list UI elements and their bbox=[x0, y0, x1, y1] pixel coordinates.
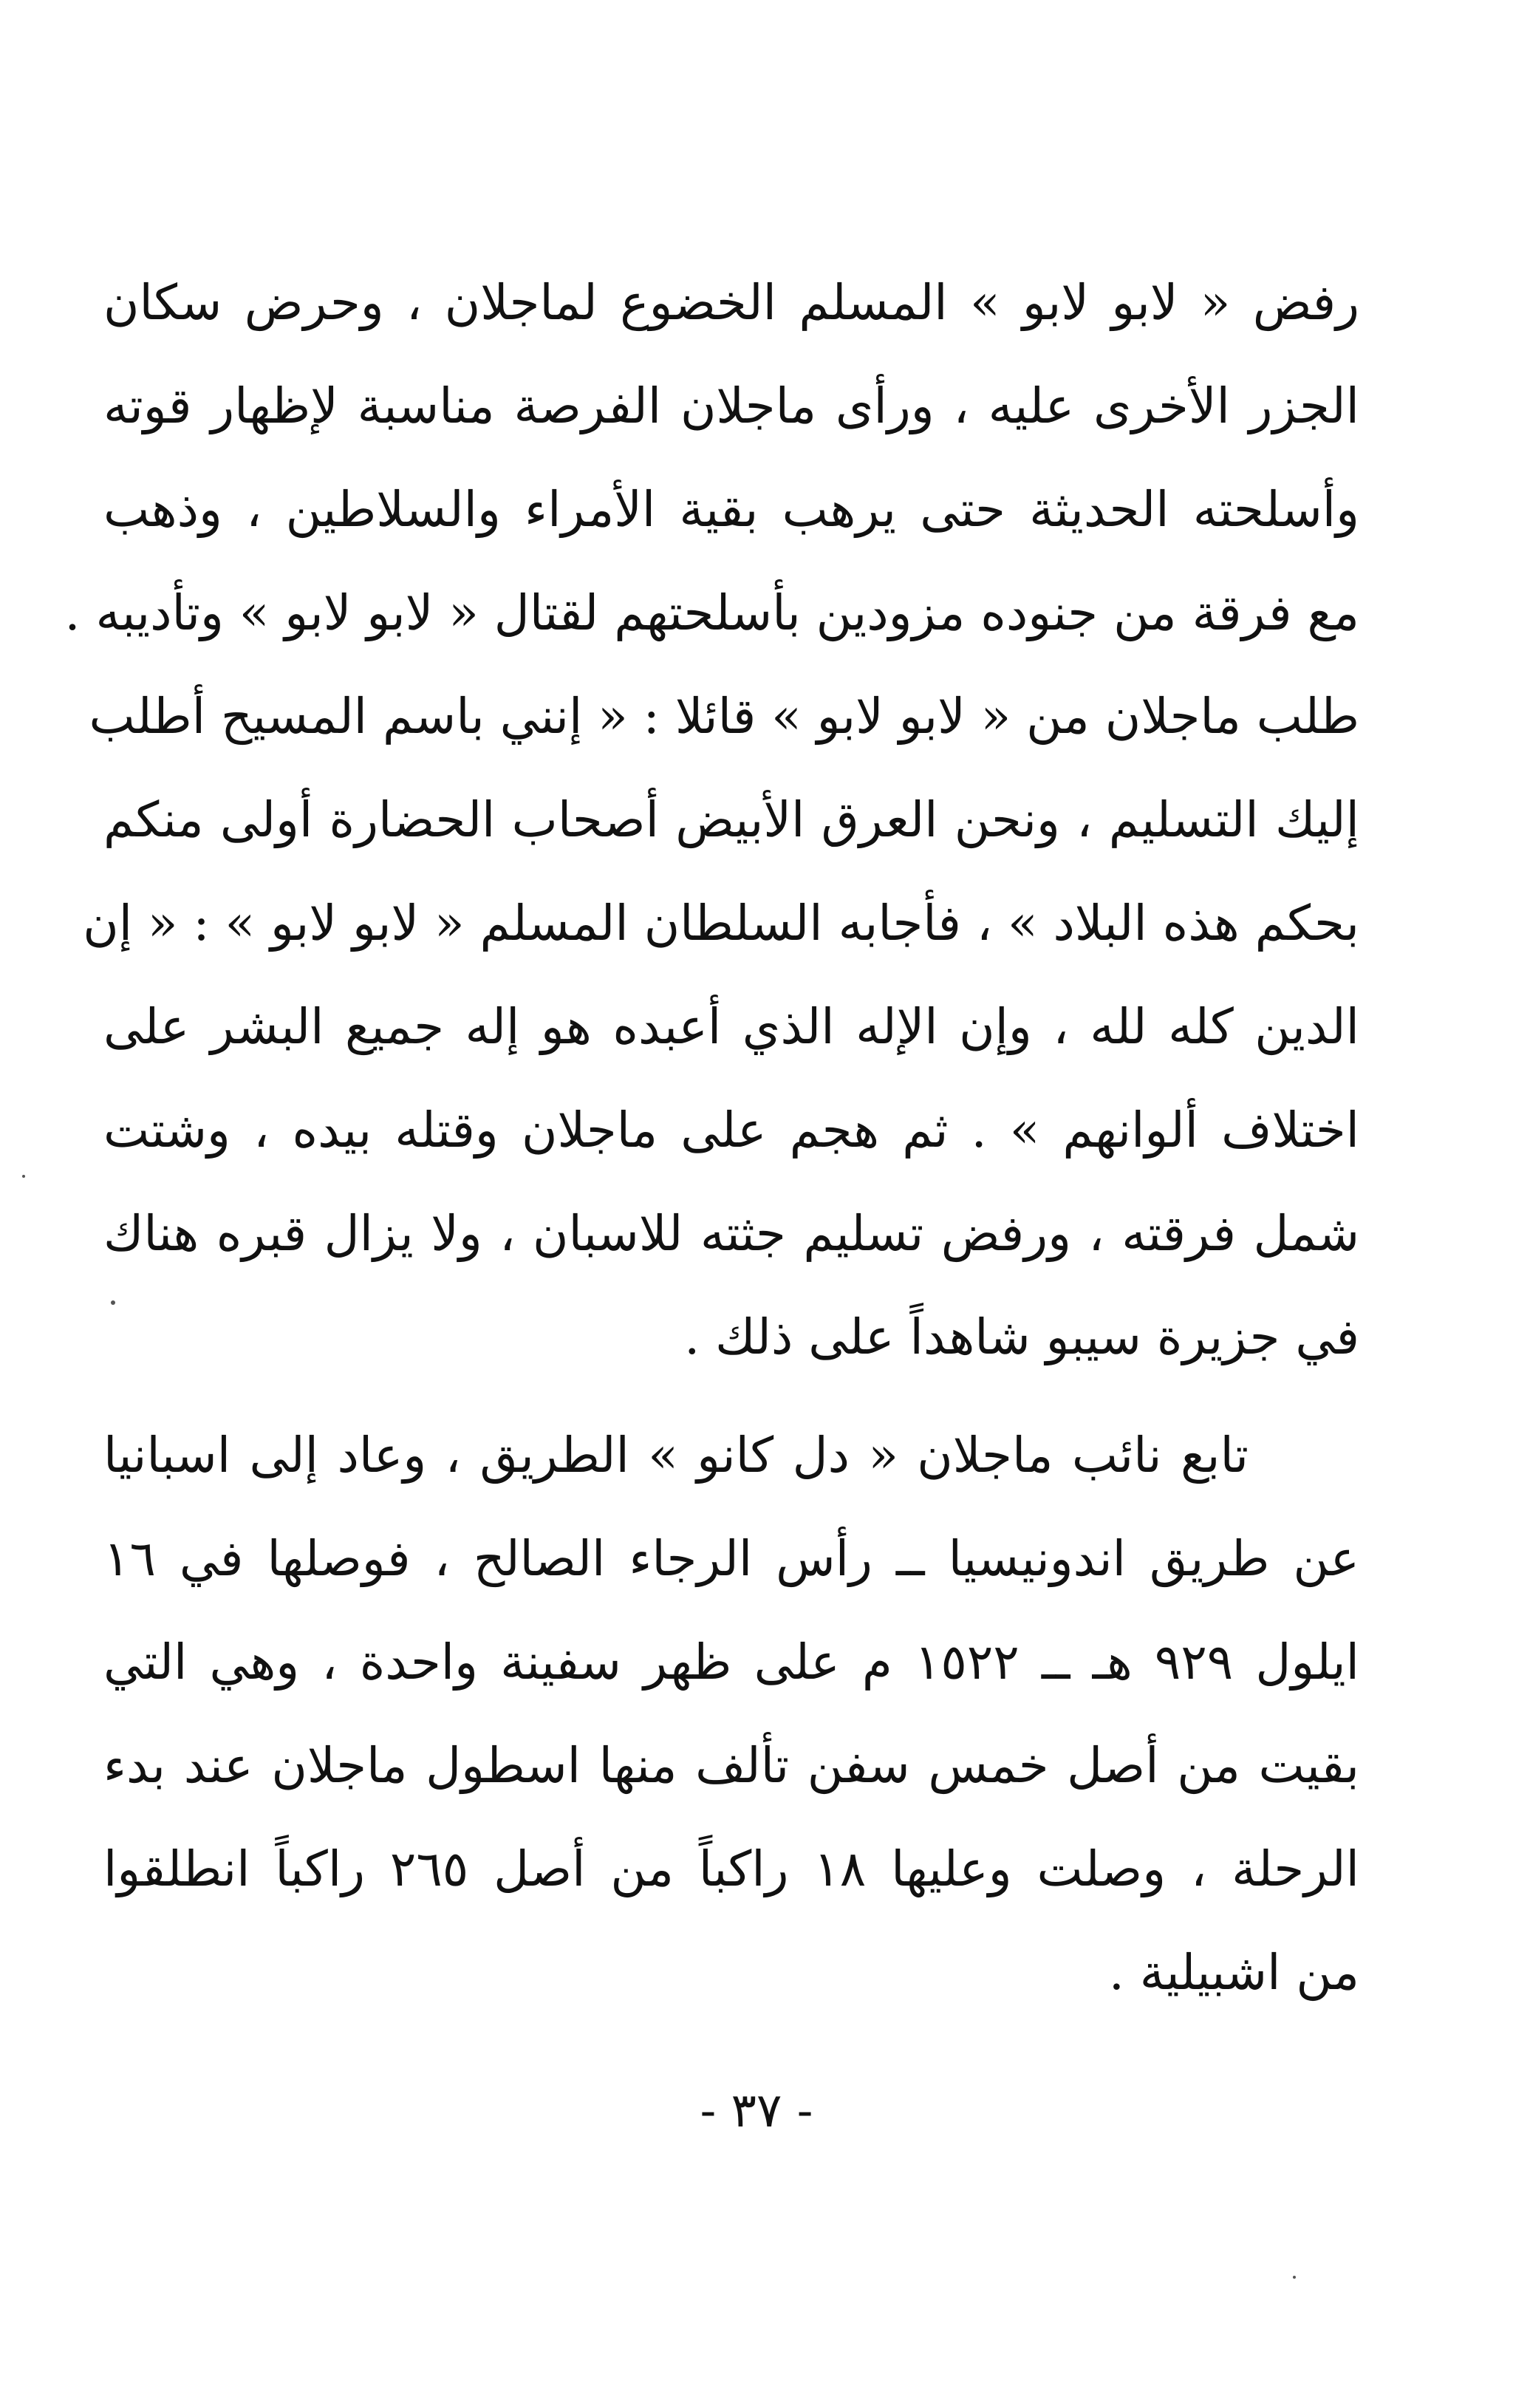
page-number: - ٣٧ - bbox=[700, 2084, 813, 2138]
text-line: ايلول ٩٢٩ هـ ــ ١٥٢٢ م على ظهر سفينة واحدة ، وهي التي bbox=[103, 1634, 1359, 1691]
scan-speck bbox=[111, 1300, 115, 1305]
text-line: رفض « لابو لابو » المسلم الخضوع لماجلان ، وحرض سكان bbox=[103, 274, 1359, 331]
text-line: الدين كله لله ، وإن الإله الذي أعبده هو إله جميع البشر على bbox=[103, 998, 1359, 1055]
text-line: وأسلحته الحديثة حتى يرهب بقية الأمراء والسلاطين ، وذهب bbox=[103, 481, 1359, 538]
text-line: طلب ماجلان من « لابو لابو » قائلا : « إنني باسم المسيح أطلب bbox=[89, 688, 1359, 745]
text-line: شمل فرقته ، ورفض تسليم جثته للاسبان ، ولا يزال قبره هناك bbox=[103, 1205, 1359, 1262]
text-line: بقيت من أصل خمس سفن تألف منها اسطول ماجلان عند بدء bbox=[103, 1737, 1359, 1794]
paragraph-2 bbox=[103, 1404, 1359, 2025]
text-line: مع فرقة من جنوده مزودين بأسلحتهم لقتال « لابو لابو » وتأديبه . bbox=[64, 584, 1359, 641]
text-line: عن طريق اندونيسيا ــ رأس الرجاء الصالح ، فوصلها في ١٦ bbox=[103, 1530, 1359, 1587]
text-line: إليك التسليم ، ونحن العرق الأبيض أصحاب الحضارة أولى منكم bbox=[103, 791, 1359, 848]
text-line: الرحلة ، وصلت وعليها ١٨ راكباً من أصل ٢٦٥ راكباً انطلقوا bbox=[103, 1841, 1359, 1897]
text-line: اختلاف ألوانهم » . ثم هجم على ماجلان وقتله بيده ، وشتت bbox=[103, 1102, 1359, 1159]
scan-speck bbox=[1293, 2276, 1296, 2279]
scan-speck bbox=[22, 1175, 25, 1178]
text-line: في جزيرة سيبو شاهداً على ذلك . bbox=[684, 1309, 1359, 1365]
paragraph-1 bbox=[64, 251, 1359, 1389]
text-line: تابع نائب ماجلان « دل كانو » الطريق ، وعاد إلى اسبانيا bbox=[103, 1427, 1249, 1484]
text-line: بحكم هذه البلاد » ، فأجابه السلطان المسلم « لابو لابو » : « إن bbox=[83, 895, 1359, 952]
text-line: الجزر الأخرى عليه ، ورأى ماجلان الفرصة مناسبة لإظهار قوته bbox=[103, 378, 1359, 434]
text-line: من اشبيلية . bbox=[1108, 1944, 1359, 2001]
